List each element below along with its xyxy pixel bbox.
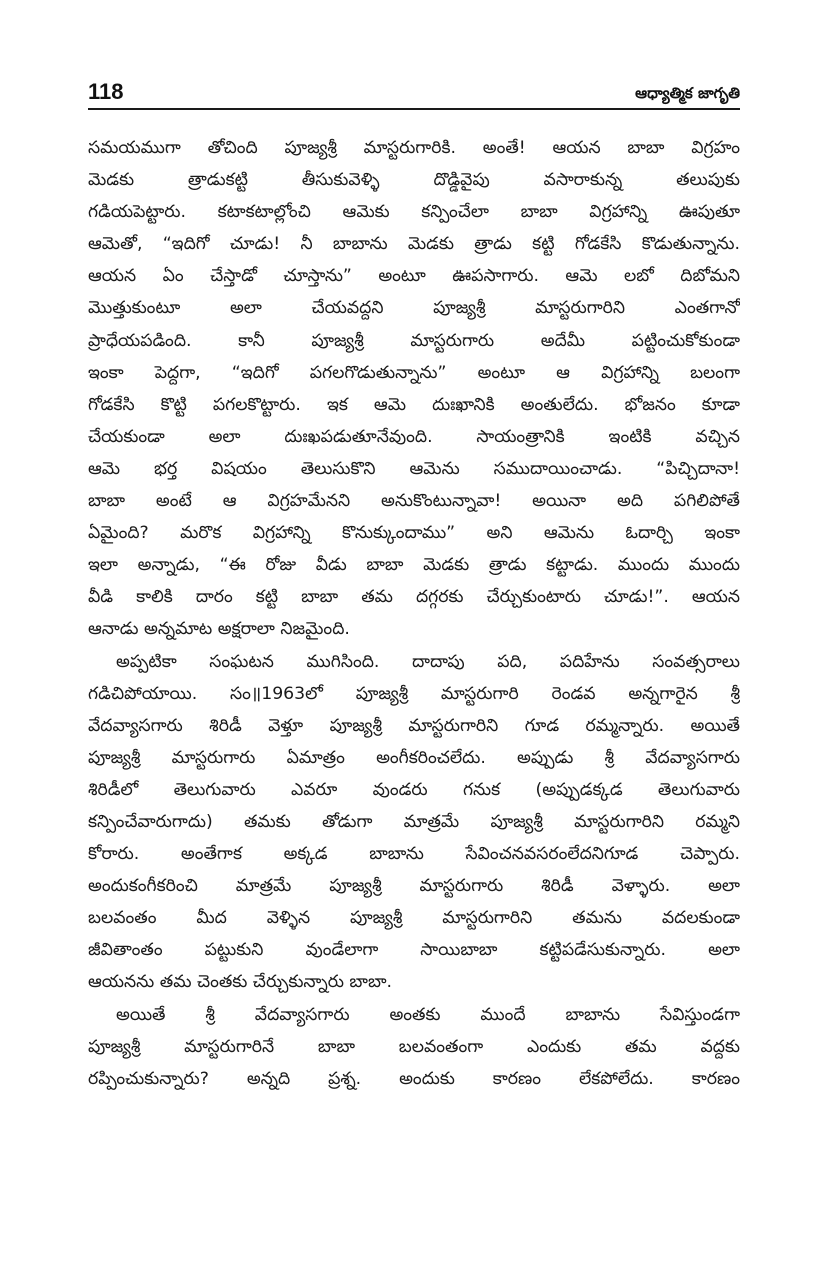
text-line: వీడి కాలికి దారం కట్టి బాబా తమ దగ్గరకు చేర్చుకుంటారు చూడు!”. ఆయన [88, 587, 740, 608]
header-rule [88, 108, 740, 110]
text-line: శిరిడీలో తెలుగువారు ఎవరూ వుండరు గనుక (అప్పుడక్కడ తెలుగువారు [88, 779, 740, 800]
text-line: వేదవ్యాసగారు శిరిడీ వెళ్తూ పూజ్యశ్రీ మాస్టరుగారిని గూడ రమ్మన్నారు. అయితే [88, 715, 740, 736]
text-line: గడియపెట్టారు. కటాకటాల్లోంచి ఆమెకు కన్పించేలా బాబా విగ్రహాన్ని ఊపుతూ [88, 202, 740, 223]
text-line: ఆయనను తమ చెంతకు చేర్చుకున్నారు బాబా. [88, 972, 392, 993]
text-line: ఆనాడు అన్నమాట అక్షరాలా నిజమైంది. [88, 619, 350, 640]
text-line: కోరారు. అంతేగాక అక్కడ బాబాను సేవించనవసరంలేదనిగూడ చెప్పారు. [88, 844, 740, 865]
text-line: సమయముగా తోచింది పూజ్యశ్రీ మాస్టరుగారికి. అంతే! ఆయన బాబా విగ్రహం [88, 138, 740, 158]
text-line: ఇలా అన్నాడు, “ఈ రోజు వీడు బాబా మెడకు త్రాడు కట్టాడు. ముందు ముందు [88, 555, 740, 576]
page-number: 118 [88, 79, 124, 104]
text-line: బాబా అంటే ఆ విగ్రహమేనని అనుకొంటున్నావా! అయినా అది పగిలిపోతే [88, 491, 740, 512]
text-line: అయితే శ్రీ వేదవ్యాసగారు అంతకు ముందే బాబాను సేవిస్తుండగా [116, 1004, 740, 1025]
text-line: జీవితాంతం పట్టుకుని వుండేలాగా సాయిబాబా కట్టిపడేసుకున్నారు. అలా [88, 940, 740, 961]
text-line: ఆయన ఏం చేస్తాడో చూస్తాను” అంటూ ఊపసాగారు. ఆమె లబో దిబోమని [88, 266, 740, 287]
text-line: గోడకేసి కొట్టి పగలకొట్టారు. ఇక ఆమె దుఃఖానికి అంతులేదు. భోజనం కూడా [88, 394, 740, 415]
text-line: అప్పటికా సంఘటన ముగిసింది. దాదాపు పది, పదిహేను సంవత్సరాలు [116, 651, 740, 672]
running-title: ఆధ్యాత్మిక జాగృతి [635, 84, 740, 102]
text-line: రప్పించుకున్నారు? అన్నది ప్రశ్న. అందుకు కారణం లేకపోలేదు. కారణం [88, 1068, 740, 1089]
text-line: ఇంకా పెద్దగా, “ఇదిగో పగలగొడుతున్నాను” అంటూ ఆ విగ్రహాన్ని బలంగా [88, 362, 740, 383]
text-line: పూజ్యశ్రీ మాస్టరుగారినే బాబా బలవంతంగా ఎందుకు తమ వద్దకు [88, 1036, 740, 1057]
text-line: బలవంతం మీద వెళ్ళిన పూజ్యశ్రీ మాస్టరుగారిని తమను వదలకుండా [88, 908, 740, 929]
text-line: అందుకంగీకరించి మాత్రమే పూజ్యశ్రీ మాస్టరుగారు శిరిడీ వెళ్ళారు. అలా [88, 876, 740, 897]
text-line: చేయకుండా అలా దుఃఖపడుతూనేవుంది. సాయంత్రానికి ఇంటికి వచ్చిన [88, 426, 740, 447]
text-line: ఆమె భర్త విషయం తెలుసుకొని ఆమెను సముదాయించాడు. “పిచ్చిదానా! [88, 458, 740, 479]
text-line: గడిచిపోయాయి. సం॥1963లో పూజ్యశ్రీ మాస్టరుగారి రెండవ అన్నగారైన శ్రీ [88, 683, 740, 704]
text-line: ఆమెతో, “ఇదిగో చూడు! నీ బాబాను మెడకు త్రాడు కట్టి గోడకేసి కొడుతున్నాను. [88, 234, 740, 255]
body-text [88, 132, 740, 1095]
page-header [88, 78, 740, 106]
text-line: మెడకు త్రాడుకట్టి తీసుకువెళ్ళి దొడ్డివైపు వసారాకున్న తలుపుకు [88, 170, 740, 191]
text-line: ఏమైంది? మరొక విగ్రహాన్ని కొనుక్కుందాము” అని ఆమెను ఓదార్చి ఇంకా [88, 523, 740, 544]
text-line: పూజ్యశ్రీ మాస్టరుగారు ఏమాత్రం అంగీకరించలేదు. అప్పుడు శ్రీ వేదవ్యాసగారు [88, 747, 740, 768]
text-line: మొత్తుకుంటూ అలా చేయవద్దని పూజ్యశ్రీ మాస్టరుగారిని ఎంతగానో [88, 298, 740, 319]
text-line: ప్రాధేయపడింది. కానీ పూజ్యశ్రీ మాస్టరుగారు అదేమీ పట్టించుకోకుండా [88, 330, 740, 351]
text-line: కన్పించేవారుగాదు) తమకు తోడుగా మాత్రమే పూజ్యశ్రీ మాస్టరుగారిని రమ్మని [88, 811, 740, 832]
